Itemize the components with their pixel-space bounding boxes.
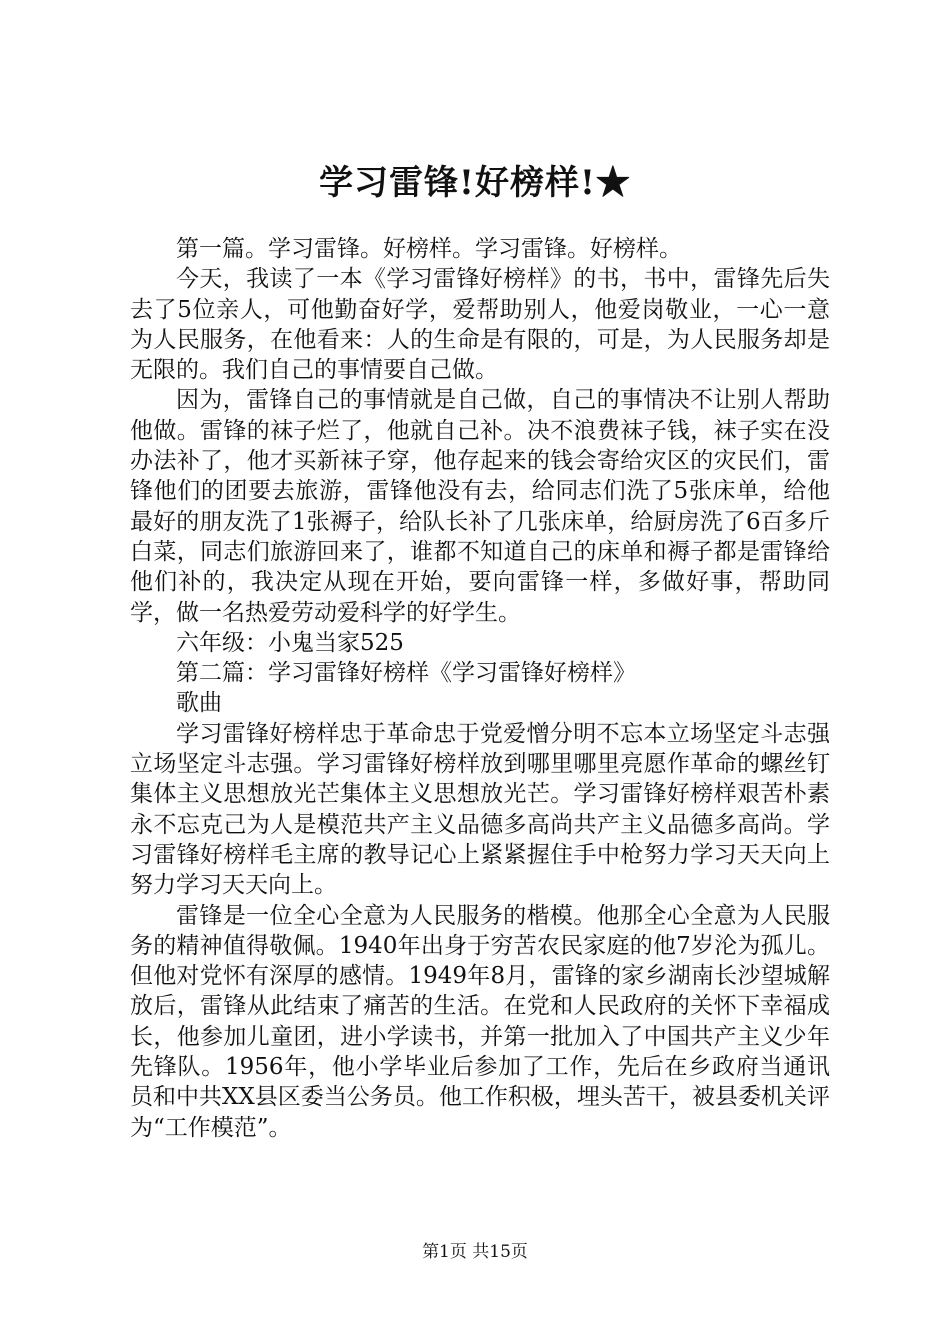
paragraph-heading-1: 第一篇。学习雷锋。好榜样。学习雷锋。好榜样。 bbox=[176, 236, 682, 262]
paragraph: 今天，我读了一本《学习雷锋好榜样》的书，书中，雷锋先后失去了5位亲人，可他勤奋好学，爱帮助别人，他爱岗敬业，一心一意为人民服务，在他看来：人的生命是有限的，可是，为人民服务却是无限的。我们自己的事情要自己做。 bbox=[130, 266, 830, 384]
paragraph-signature: 六年级：小鬼当家525 bbox=[176, 629, 404, 656]
document-body bbox=[130, 234, 830, 1143]
paragraph-lyrics: 学习雷锋好榜样忠于革命忠于党爱憎分明不忘本立场坚定斗志强立场坚定斗志强。学习雷锋好榜样放到哪里哪里亮愿作革命的螺丝钉集体主义思想放光芒集体主义思想放光芒。学习雷锋好榜样艰苦朴素永不忘克己为人是模范共产主义品德多高尚共产主义品德多高尚。学习雷锋好榜样毛主席的教导记心上紧紧握住手中枪努力学习天天向上努力学习天天向上。 bbox=[130, 720, 830, 899]
paragraph-subheading: 歌曲 bbox=[176, 690, 222, 717]
paragraph: 雷锋是一位全心全意为人民服务的楷模。他那全心全意为人民服务的精神值得敬佩。1940年出身于穷苦农民家庭的他7岁沦为孤儿。但他对党怀有深厚的感情。1949年8月，雷锋的家乡湖南长沙望城解放后，雷锋从此结束了痛苦的生活。在党和人民政府的关怀下幸福成长，他参加儿童团，进小学读书，并第一批加入了中国共产主义少年先锋队。1956年，他小学毕业后参加了工作，先后在乡政府当通讯员和中共XX县区委当公务员。他工作积极，埋头苦干，被县委机关评为“工作模范”。 bbox=[130, 902, 830, 1141]
paragraph: 因为，雷锋自己的事情就是自己做，自己的事情决不让别人帮助他做。雷锋的袜子烂了，他就自己补。决不浪费袜子钱，袜子实在没办法补了，他才买新袜子穿，他存起来的钱会寄给灾区的灾民们，雷锋他们的团要去旅游，雷锋他没有去，给同志们洗了5张床单，给他最好的朋友洗了1张褥子，给队长补了几张床单，给厨房洗了6百多斤白菜，同志们旅游回来了，谁都不知道自己的床单和褥子都是雷锋给他们补的，我决定从现在开始，要向雷锋一样，多做好事，帮助同学，做一名热爱劳动爱科学的好学生。 bbox=[130, 387, 830, 626]
page-footer: 第1页 共15页 bbox=[422, 1242, 528, 1262]
paragraph-heading-2: 第二篇：学习雷锋好榜样《学习雷锋好榜样》 bbox=[176, 660, 636, 687]
document-title: 学习雷锋!好榜样!★ bbox=[319, 163, 631, 203]
